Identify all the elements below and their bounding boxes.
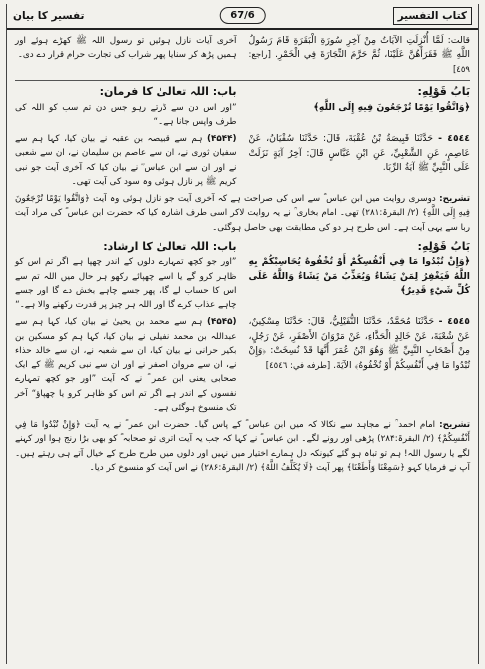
section2-verse-arabic: ﴿وَإِنْ تُبْدُوا مَا فِي أَنْفُسِكُمْ أَوْ تُخْفُوهُ يُحَاسِبْكُمْ بِهِ اللَّهُ فَيَغْفِرُ لِمَنْ يَشَاءُ وَيُعَذِّبُ مَنْ يَشَاءُ وَاللَّهُ عَلَى كُلِّ شَيْءٍ قَدِيرٌ﴾ [248, 256, 470, 297]
hadith-text-urdu: ہم سے محمد بن یحییٰ نے بیان کیا، کہا ہم سے عبداللہ بن محمد نفیلی نے بیان کیا، کہا ہم کو مسکین بن بکیر حرانی نے بیان کیا، ان سے شعبہ نے، ان سے خالد حذاء نے، ان سے مروان اصفر نے اور ان سے نبی کریم ﷺ کے ایک صحابی یعنی ابن عمر ؓ نے کہ آیت ”اور جو کچھ تمہارے نفسوں کے اندر ہے اگر تم اس کو ظاہر کرو یا چھپاؤ“ آخر تک منسوخ ہوگئی ہے۔ [15, 317, 237, 413]
intro-urdu: آخری آیات نازل ہوئیں تو رسول اللہ ﷺ کھڑے ہوئے اور ہمیں پڑھ کر سنایا پھر شراب کی تجارت حرام قرار دے دی۔ [15, 36, 237, 61]
section1-bab-arabic: بَابُ قَوْلِهِ: [417, 85, 470, 99]
hadith-number-urdu: (۴۵۴۴) [206, 134, 237, 145]
section1-heading-row [15, 84, 470, 101]
section2-tashreeh [15, 418, 470, 475]
tashreeh-text: امام احمد ؒ نے مجاہد سے نکالا کہ میں ابن عباس ؓ کے پاس گیا۔ حضرت ابن عمر ؓ نے یہ آیت ﴿وَإِنْ تُبْدُوا مَا فِي أَنْفُسِكُمْ﴾ (۲/ البقرۃ:۲۸۴) پڑھی اور رونے لگے۔ ابن عباس ؓ نے کہا کہ جب یہ آیت اتری تو صحابہ ؓ کو بھی بڑا رنج ہوا اور کہنے لگے یا رسول اللہ! ہم تو تباہ ہو گئے کیونکہ دل ہمارے اختیار میں نہیں اور دلوں میں طرح طرح کے خیال آتے ہی رہتے ہیں۔ آپ نے فرمایا کہو ﴿سَمِعْنَا وَأَطَعْنَا﴾ پھر آیت ﴿لَا يُكَلِّفُ اللَّهُ﴾ (۲/ البقرۃ:۲۸۶) نے اس آیت کو منسوخ کر دیا۔ [15, 420, 470, 473]
section1-verse-row [15, 101, 470, 130]
section2-bab-arabic: بَابُ قَوْلِهِ: [417, 239, 470, 253]
intro-reference: [راجع: ٤٥٩] [248, 50, 470, 75]
page-number: 67/6 [219, 7, 266, 24]
hadith-text-arabic: حَدَّثَنَا مُحَمَّدٌ، حَدَّثَنَا النُّفَيْلِيُّ، قَالَ: حَدَّثَنَا مِسْكِينٌ، عَنْ شُعْبَةَ، عَنْ خَالِدٍ الْحَذَّاءِ، عَنْ مَرْوَانَ الأَصْفَرِ، عَنْ رَجُلٍ، مِنْ أَصْحَابِ النَّبِيِّ ﷺ وَهُوَ ابْنُ عُمَرَ أَنَّهَا قَدْ نُسِخَتْ: ﴿وَإِنْ تُبْدُوا مَا فِي أَنْفُسِكُمْ أَوْ تُخْفُوهُ﴾ الآيَةَ. [248, 316, 470, 371]
intro-arabic-text: قالت: لَمَّا أُنْزِلَتِ الآيَاتُ مِنْ آخِرِ سُورَةِ الْبَقَرَةِ قَامَ رَسُولُ اللَّهِ ﷺ فَقَرَأَهُنَّ عَلَيْنَا، ثُمَّ حَرَّمَ التِّجَارَةَ فِي الْخَمْرِ. [248, 35, 470, 61]
hadith-4545-arabic [249, 315, 471, 415]
intro-row [15, 34, 470, 77]
section2-heading-row [15, 239, 470, 256]
section1-verse-urdu: ”اور اس دن سے ڈرتے رہو جس دن تم سب کو اللہ کی طرف واپس جانا ہے۔“ [15, 102, 237, 127]
hadith-4545-row [15, 315, 470, 415]
tashreeh-label: تشریح: [439, 194, 471, 205]
section1-tashreeh [15, 192, 470, 235]
page-header [7, 4, 478, 30]
hadith-number-arabic: ٤٥٤٥ - [438, 316, 470, 328]
hadith-4544-row [15, 132, 470, 189]
intro-arabic [249, 34, 471, 77]
chapter-title: تفسیر کا بیان [13, 10, 85, 22]
section2-verse-urdu: ”اور جو کچھ تمہارے دلوں کے اندر چھپا ہے اگر تم اس کو ظاہر کرو گے یا اسے چھپائے رکھو ہر حال میں اللہ تم سے اس کا حساب لے گا، پھر جسے چاہے بخش دے گا اور جسے چاہے عذاب کرے گا اور اللہ ہر چیز پر قدرت رکھنے والا ہے۔“ [15, 257, 237, 311]
section2-verse-row [15, 255, 470, 312]
book-page [6, 4, 479, 664]
hadith-text-arabic: حَدَّثَنَا قَبِيصَةُ بْنُ عُقْبَةَ، قَالَ: حَدَّثَنَا سُفْيَانُ، عَنْ عَاصِمٍ، عَنِ الشَّعْبِيِّ، عَنِ ابْنِ عَبَّاسٍ قَالَ: آخِرُ آيَةٍ نَزَلَتْ عَلَى النَّبِيِّ ﷺ آيَةُ الرِّبَا. [248, 133, 470, 174]
hadith-4545-urdu [15, 315, 237, 415]
hadith-number-arabic: ٤٥٤٤ - [438, 133, 470, 145]
tashreeh-label: تشریح: [439, 420, 470, 431]
section1-bab-urdu: باب: اللہ تعالیٰ کا فرمان: [99, 85, 237, 99]
hadith-text-urdu: ہم سے قبیصہ بن عقبہ نے بیان کیا، کہا ہم سے سفیان ثوری نے، ان سے عاصم بن سلیمان نے، ان سے شعبی نے اور ان سے ابن عباس ؓ نے بیان کیا کہ آخری آیت جو نبی کریم ﷺ پر نازل ہوئی وہ سود کی آیت تھی۔ [15, 134, 237, 187]
hadith-4544-arabic [249, 132, 471, 189]
book-title: كتاب التفسير [393, 7, 472, 25]
section1-verse-arabic: ﴿وَاتَّقُوا يَوْمًا تُرْجَعُونَ فِيهِ إِلَى اللَّهِ﴾ [313, 101, 470, 113]
hadith-number-urdu: (۴۵۴۵) [206, 317, 237, 328]
hadith-reference: [طرفه في: ٤٥٤٦] [265, 360, 331, 371]
divider [15, 80, 470, 81]
tashreeh-text: دوسری روایت میں ابن عباس ؓ سے اس کی صراحت ہے کہ آخری آیت جو نازل ہوئی وہ آیت ﴿وَاتَّقُوا يَوْمًا تُرْجَعُونَ فِيهِ إِلَى اللَّهِ﴾ (۲/ البقرۃ:۲۸۱) تھی۔ امام بخاری ؒ نے یہ روایت لاکر اسی طرف اشارہ کیا کہ حضرت ابن عباس ؓ کی مراد آیت ربا سے یہی آیت ہے۔ اس طرح ہر دو کی مطابقت بھی حاصل ہوگئی۔ [15, 194, 470, 233]
section2-bab-urdu: باب: اللہ تعالیٰ کا ارشاد: [103, 239, 237, 253]
hadith-4544-urdu [15, 132, 237, 189]
